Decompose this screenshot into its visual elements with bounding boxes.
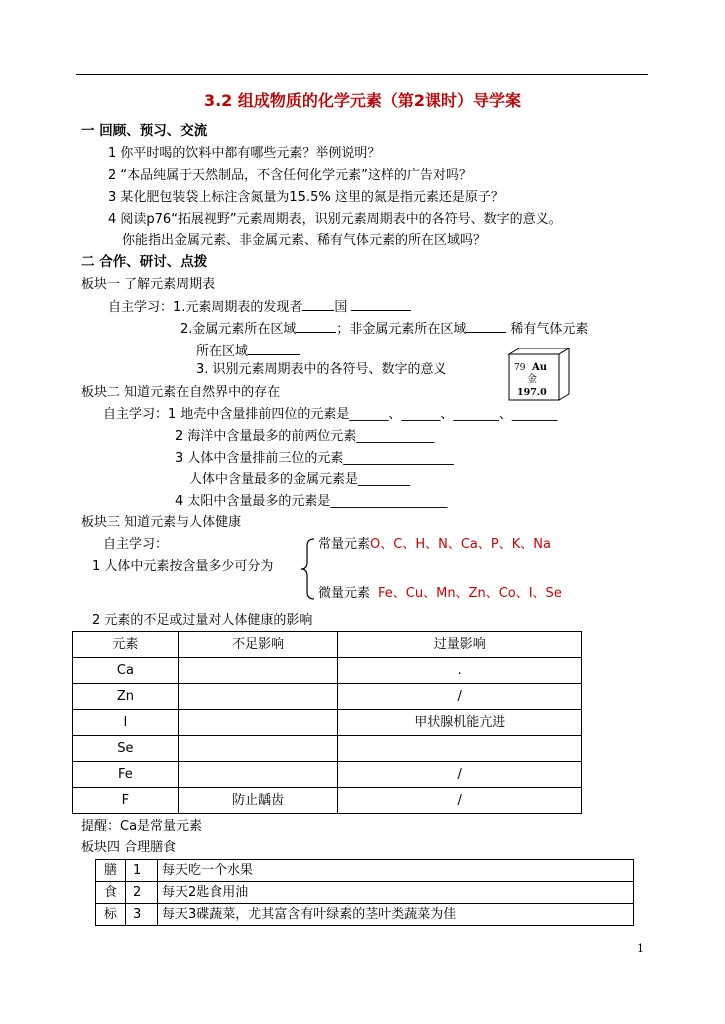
cell-deficiency — [178, 710, 338, 736]
block3-title: 板块三 知道元素与人体健康 — [81, 515, 242, 530]
region-text: 所在区域 — [196, 344, 249, 359]
section1-heading: 一 回顾、预习、交流 — [81, 123, 208, 139]
health-table — [72, 631, 582, 814]
block3-classify: 1 人体中元素按含量多少可分为 — [92, 559, 274, 574]
cell-deficiency — [178, 736, 338, 762]
block3-self-label: 自主学习： — [103, 537, 169, 552]
header-rule — [76, 74, 648, 75]
table-row — [73, 788, 582, 814]
blank-field — [248, 341, 300, 355]
card-number: 79 — [514, 363, 526, 373]
cell-element: F — [73, 788, 179, 814]
block2-line2: 2 海洋中含量最多的前两位元素____________ — [175, 429, 435, 444]
self-study-label: 自主学习： — [108, 300, 174, 315]
table-row — [73, 710, 582, 736]
question-1: 1 你平时喝的饮料中都有哪些元素？举例说明？ — [108, 146, 381, 161]
block2-line3: 3 人体中含量排前三位的元素_________________ — [175, 451, 454, 466]
cell-deficiency — [178, 684, 338, 710]
block2-line5: 4 太阳中含量最多的元素是__________________ — [175, 494, 448, 509]
block1-line4: 3. 识别元素周期表中的各符号、数字的意义 — [196, 362, 447, 377]
diet-table — [95, 859, 634, 926]
card-name: 金 — [527, 374, 537, 385]
nonmetal-region-text: ；非金属元素所在区域 — [336, 322, 467, 337]
row-text: 每天吃一个水果 — [158, 860, 634, 882]
blank-field — [466, 319, 506, 333]
table-title: 2 元素的不足或过量对人体健康的影响 — [92, 613, 313, 628]
card-mass: 197.0 — [517, 387, 547, 398]
question-3: 3 某化肥包装袋上标注含氮量为15.5% 这里的氮是指元素还是原子？ — [108, 190, 504, 205]
block4-title: 板块四 合理膳食 — [81, 840, 177, 855]
cell-element: Fe — [73, 762, 179, 788]
cell-deficiency — [178, 658, 338, 684]
cell-excess: / — [338, 684, 582, 710]
table-row — [96, 860, 634, 882]
note-text: 提醒：Ca是常量元素 — [81, 819, 203, 834]
cell-element: Zn — [73, 684, 179, 710]
cell-excess: 甲状腺机能亢进 — [338, 710, 582, 736]
question-2: 2 “本品纯属于天然制品，不含任何化学元素”这样的广告对吗？ — [108, 168, 472, 183]
header-element: 元素 — [73, 632, 179, 658]
discoverer-text: 1.元素周期表的发现者 — [173, 300, 303, 315]
question-4: 4 阅读p76“拓展视野”元素周期表，识别元素周期表中的各符号、数字的意义。 — [108, 212, 562, 227]
side-char: 食 — [96, 882, 126, 904]
page-title: 3.2 组成物质的化学元素（第2课时）导学案 — [203, 91, 522, 110]
block2-title: 板块二 知道元素在自然界中的存在 — [81, 385, 281, 400]
cell-excess: . — [338, 658, 582, 684]
table-row — [96, 882, 634, 904]
header-deficiency: 不足影响 — [178, 632, 338, 658]
row-number: 3 — [126, 904, 158, 926]
block1-line1 — [108, 297, 411, 317]
question-4-cont: 你能指出金属元素、非金属元素、稀有气体元素的所在区域吗？ — [122, 233, 487, 248]
block1-line2 — [180, 319, 588, 339]
cell-excess: / — [338, 788, 582, 814]
self-study-label: 自主学习： — [103, 407, 169, 422]
row-number: 1 — [126, 860, 158, 882]
block2-line4: 人体中含量最多的金属元素是________ — [189, 472, 411, 487]
block1-line3 — [196, 341, 300, 361]
noble-gas-text: 稀有气体元素 — [510, 322, 589, 337]
blank-field — [296, 319, 336, 333]
micro-label: 微量元素 — [318, 586, 371, 601]
table-row — [73, 658, 582, 684]
metal-region-text: 2.金属元素所在区域 — [180, 322, 297, 337]
micro-list: Fe、Cu、Mn、Zn、Co、I、Se — [378, 586, 562, 601]
cell-deficiency: 防止龋齿 — [178, 788, 338, 814]
row-number: 2 — [126, 882, 158, 904]
table-row — [73, 762, 582, 788]
side-char: 膳 — [96, 860, 126, 882]
table-row — [96, 904, 634, 926]
brace-icon — [300, 536, 316, 602]
macro-label: 常量元素 — [318, 537, 371, 552]
block1-title: 板块一 了解元素周期表 — [81, 277, 216, 292]
cell-excess — [338, 736, 582, 762]
blank-field — [302, 297, 334, 311]
table-row — [73, 684, 582, 710]
element-card — [503, 348, 571, 402]
side-char: 标 — [96, 904, 126, 926]
blank-field — [351, 297, 411, 311]
cell-element: Ca — [73, 658, 179, 684]
row-text: 每天3碟蔬菜，尤其富含有叶绿素的茎叶类蔬菜为佳 — [158, 904, 634, 926]
micro-elements — [318, 585, 562, 603]
row-text: 每天2匙食用油 — [158, 882, 634, 904]
block2-line1 — [103, 406, 557, 424]
table-header-row — [73, 632, 582, 658]
card-symbol: Au — [532, 362, 548, 373]
header-excess: 过量影响 — [338, 632, 582, 658]
page-number: 1 — [637, 942, 644, 955]
cell-element: Se — [73, 736, 179, 762]
cell-element: I — [73, 710, 179, 736]
macro-elements — [318, 536, 551, 554]
country-text: 国 — [334, 300, 348, 315]
crust-elements-text: 1 地壳中含量排前四位的元素是______、______、_______、_______ — [168, 407, 558, 422]
section2-heading: 二 合作、研讨、点拨 — [81, 254, 208, 270]
macro-list: O、C、H、N、Ca、P、K、Na — [370, 537, 551, 552]
table-row — [73, 736, 582, 762]
cell-deficiency — [178, 762, 338, 788]
cell-excess: / — [338, 762, 582, 788]
